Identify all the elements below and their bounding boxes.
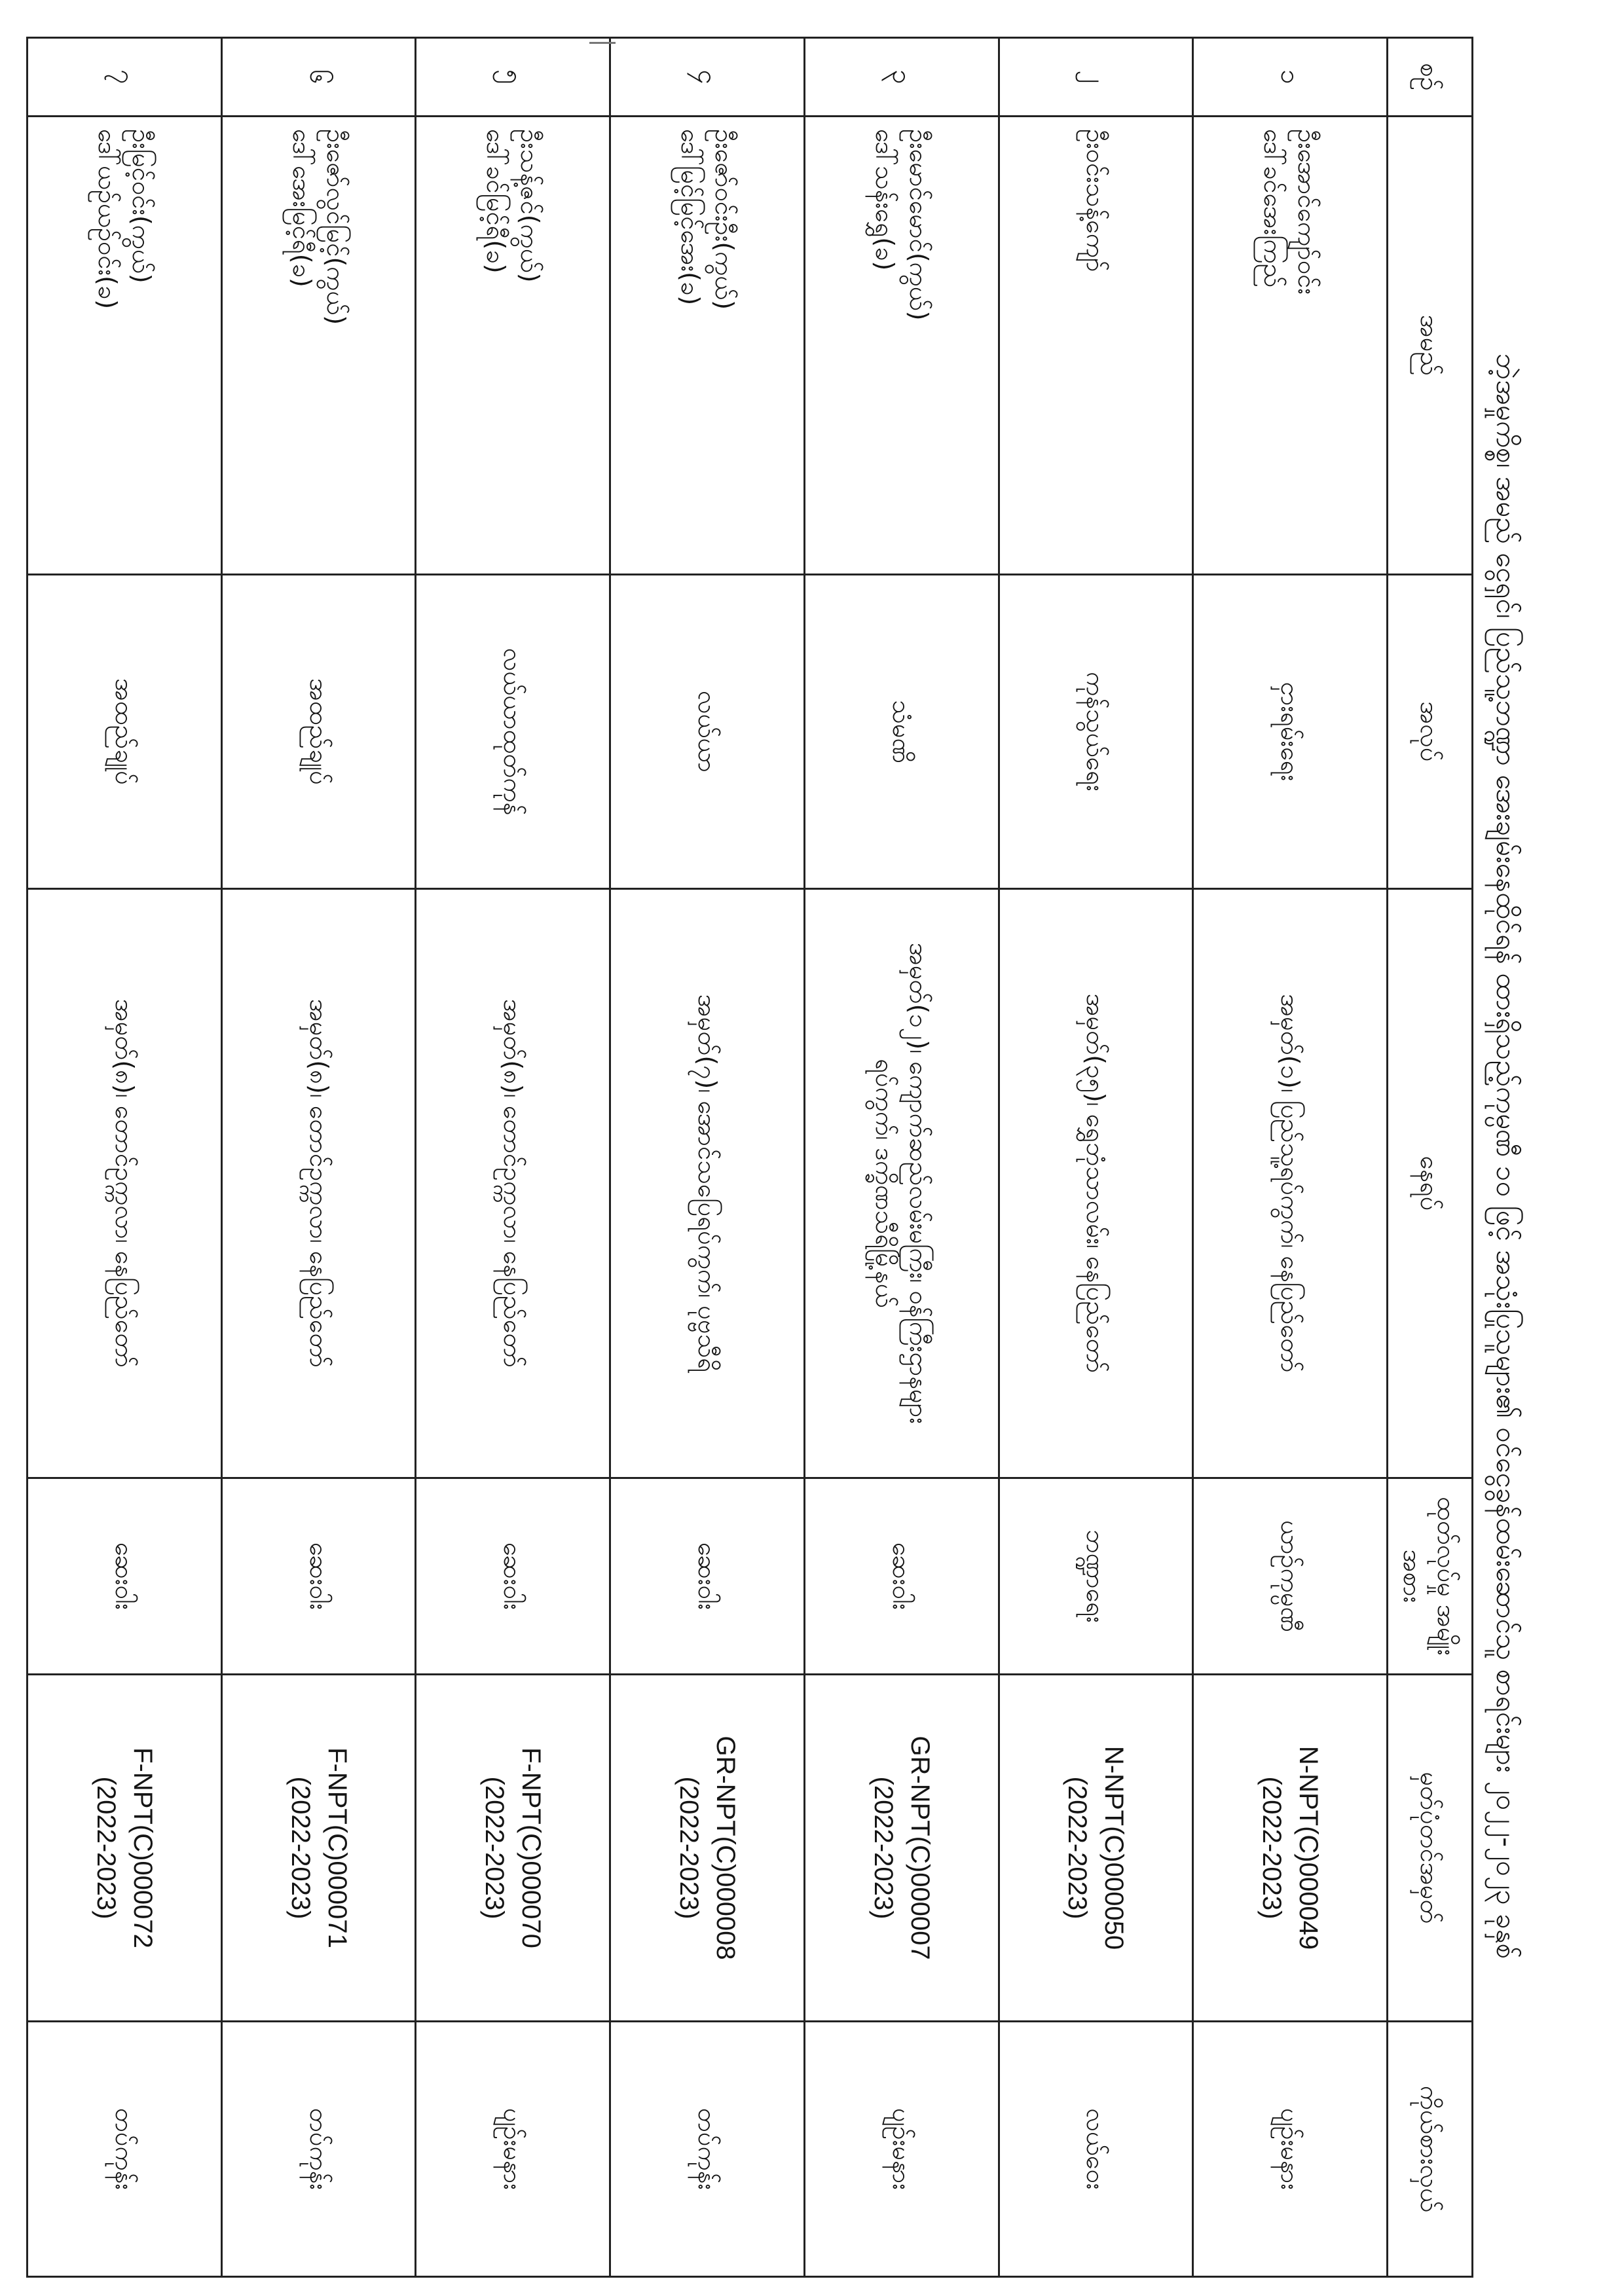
cell-type: ဆေးဝါး <box>416 1478 610 1675</box>
col-header-business: အလုပ် <box>1388 575 1473 889</box>
cell-business: ငှားရမ်းရေး <box>1193 575 1388 889</box>
cell-registration: N-NPT(C)000049 (2022-2023) <box>1193 1675 1388 2022</box>
cell-business: အထည်ချုပ် <box>221 575 416 889</box>
cell-agent: ပျဉ်းမနား <box>1193 2022 1388 2277</box>
cell-no: ၅ <box>416 38 610 117</box>
table-row <box>999 38 1193 2277</box>
cell-name: ဦးမြင့်ဝင်း(ကွယ်) ဒေါ်ယဉ်ယဉ်ဝင်း(ခ) <box>28 117 222 575</box>
cell-no: ၂ <box>999 38 1193 117</box>
cell-address: အမှတ်(၇)၊ အောင်သပြေရပ်ကွက်၊ ပုဗ္ဗသီရိ <box>610 889 805 1478</box>
table-row <box>610 38 805 2277</box>
cell-no: ၄ <box>610 38 805 117</box>
cell-registration: F-NPT(C)000071 (2022-2023) <box>221 1675 416 2022</box>
table-row <box>1193 38 1388 2277</box>
cell-address: အမှတ်(၃၅)၊ ရွှေဘုံသာလမ်း၊ နေပြည်တော် <box>999 889 1193 1478</box>
cell-business: သံမဏိ <box>804 575 999 889</box>
cell-address: အမှတ်(၈)၊ တောင်ဥက္ကလာ၊ နေပြည်တော် <box>28 889 222 1478</box>
cell-no: ၆ <box>221 38 416 117</box>
cell-business: လယ်ယာထုတ်ကုန် <box>416 575 610 889</box>
cell-no: ၁ <box>1193 38 1388 117</box>
cell-agent: ပျဉ်းမနား <box>804 2022 999 2277</box>
cell-business: အထည်ချုပ် <box>28 575 222 889</box>
cell-name: ဦးဝင်းသန့်ကျော် <box>999 117 1193 575</box>
cell-address: အမှတ်(၁)၊ ပြည်သူ့ရပ်ကွက်၊ နေပြည်တော် <box>1193 889 1388 1478</box>
cell-registration: F-NPT(C)000070 (2022-2023) <box>416 1675 610 2022</box>
header-row <box>1388 38 1473 2277</box>
col-header-name: အမည် <box>1388 117 1473 575</box>
cell-agent: လယ်ဝေး <box>999 2022 1193 2277</box>
table-row <box>804 38 999 2277</box>
cell-agent: တပ်ကုန်း <box>28 2022 222 2277</box>
cell-registration: F-NPT(C)000072 (2022-2023) <box>28 1675 222 2022</box>
cell-no: ၃ <box>804 38 999 117</box>
document-title: ဘဲ့အမှုကိစ္စ၊ အမည် ငွေရှင်၊ ပြည်သူ့ဘဏ္ဍာ အေးချမ်းနေထိုင်ရန် ထားရှိသည့်ကုမ္ပဏီ ၁၀ ဖြင့် အသုံးပြုသူများ၏ ဝင်ငွေခွန်ထမ်းဆောင်သူ စာရင်းများ ၂၀၂၂-၂၀၂၃ ခုနှစ် <box>1490 353 1522 1959</box>
table-row <box>28 38 222 2277</box>
cell-type: ယာဉ်ကုမ္ပဏီ <box>1193 1478 1388 1675</box>
cell-type: ဆေးဝါး <box>28 1478 222 1675</box>
table-row <box>221 38 416 2277</box>
cell-name: ဦးမောင်မောင်(ကွယ်) ဒေါ်သန်းရွှေ(ခ) <box>804 117 999 575</box>
cell-name: ဦးဇော်ဝင်းဦး(ကွယ်) ဒေါ်မြင့်မြင့်အေး(ခ) <box>610 117 805 575</box>
scan-edge-mark <box>589 42 616 44</box>
cell-type: ဆေးဝါး <box>221 1478 416 1675</box>
col-header-no: စဉ် <box>1388 38 1473 117</box>
cell-address: အမှတ်(၁၂)၊ ကျောက်ဆည်လမ်းမကြီး၊ ဝန်ကြီးဌာနများ ရပ်ကွက်၊ ဒက္ခိဏသီရိမြို့နယ် <box>804 889 999 1478</box>
cell-registration: GR-NPT(C)000007 (2022-2023) <box>804 1675 999 2022</box>
cell-type: ဘဏ္ဍာရေး <box>999 1478 1193 1675</box>
cell-address: အမှတ်(၈)၊ တောင်ဥက္ကလာ၊ နေပြည်တော် <box>221 889 416 1478</box>
col-header-type: ထုတ်လုပ်မှု အမျိုးအစား <box>1388 1478 1473 1675</box>
cell-agent: တပ်ကုန်း <box>610 2022 805 2277</box>
col-header-agent: ကိုယ်စားလှယ် <box>1388 2022 1473 2277</box>
cell-type: ဆေးဝါး <box>804 1478 999 1675</box>
cell-business: လယ်ယာ <box>610 575 805 889</box>
cell-registration: N-NPT(C)000050 (2022-2023) <box>999 1675 1193 2022</box>
col-header-address: နေရပ် <box>1388 889 1473 1478</box>
cell-business: ကုန်သွယ်ရေး <box>999 575 1193 889</box>
cell-agent: ပျဉ်းမနား <box>416 2022 610 2277</box>
cell-agent: တပ်ကုန်း <box>221 2022 416 2277</box>
cell-address: အမှတ်(၈)၊ တောင်ဥက္ကလာ၊ နေပြည်တော် <box>416 889 610 1478</box>
cell-name: ဦးဇော်လွင်မြင့်(ကွယ်) ဒေါ်အေးမြင့်ရီ(ခ) <box>221 117 416 575</box>
records-table <box>26 37 1473 2278</box>
cell-no: ၇ <box>28 38 222 117</box>
rotated-document <box>26 37 1545 2276</box>
table-row <box>416 38 610 2277</box>
col-header-registration: မှတ်ပုံတင်အမှတ် <box>1388 1675 1473 2022</box>
cell-name: ဦးအောင်ကျော်ဝင်း ဒေါ်ခင်အေးကြည် <box>1193 117 1388 575</box>
cell-type: ဆေးဝါး <box>610 1478 805 1675</box>
cell-registration: GR-NPT(C)000008 (2022-2023) <box>610 1675 805 2022</box>
cell-name: ဦးသန့်ဇင်(ကွယ်) ဒေါ်ခင်မြင့်ရီ(ခ) <box>416 117 610 575</box>
